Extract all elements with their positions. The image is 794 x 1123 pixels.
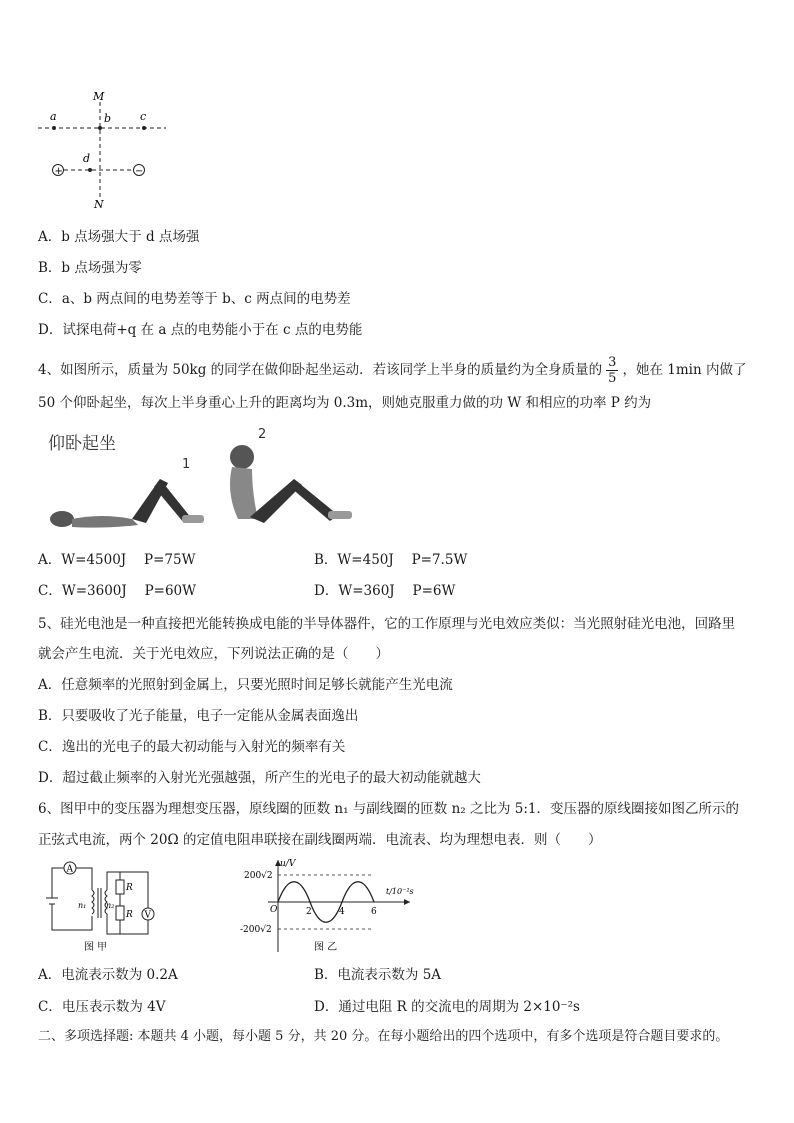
y-axis-label: u/V [280,859,296,869]
q6-stem-line1: 6、图甲中的变压器为理想变压器，原线圈的匝数 n₁ 与副线圈的匝数 n₂ 之比为 5:1．变压器的原线圈接如图乙所示的 [38,801,739,817]
q4-option-b: B．W=450J P=7.5W [314,552,468,568]
q4-option-c: C．W=3600J P=60W [38,583,197,599]
label-b: b [104,112,112,125]
svg-text:R: R [126,910,133,920]
tick-4: 4 [339,907,345,917]
tick-2: 2 [306,907,312,917]
fig-a-label: 图 甲 [84,942,108,953]
origin-label: O [270,905,278,915]
label-M: M [93,90,105,103]
fig-b-label: 图 乙 [314,942,338,953]
ammeter-icon: A [66,864,73,875]
label-a: a [50,110,57,123]
voltmeter-icon: V [144,910,151,921]
q3-option-d: D．试探电荷+q 在 a 点的电势能小于在 c 点的电势能 [38,322,363,338]
q4-option-d: D．W=360J P=6W [314,583,456,599]
q5-option-b: B．只要吸收了光子能量，电子一定能从金属表面逸出 [38,708,359,724]
y-neg-label: -200√2 [240,925,272,935]
q4-stem-line2: 50 个仰卧起坐，每次上半身重心上升的距离均为 0.3m，则她克服重力做的功 W 和相应的功率 P 约为 [38,395,652,411]
field-figure [38,88,168,208]
q3-option-a: A．b 点场强大于 d 点场强 [38,229,200,245]
fraction [606,355,618,386]
q4-stem-tail: ，她在 1min 内做了 [622,362,747,378]
q6-option-a: A．电流表示数为 0.2A [38,967,178,983]
situp-title: 仰卧起坐 [48,434,116,454]
fraction-numerator: 3 [608,355,617,370]
q6-stem-line2: 正弦式电流，两个 20Ω 的定值电阻串联接在副线圈两端．电流表、均为理想电表．则（ ） [38,832,602,848]
situp-label-2: 2 [258,427,267,442]
svg-text:n₂: n₂ [106,901,115,910]
svg-text:n₁: n₁ [78,901,87,910]
sine-figure [240,856,420,956]
section-2-heading: 二、多项选择题: 本题共 4 小题，每小题 5 分，共 20 分。在每小题给出的四个选项中，有多个选项是符合题目要求的。 [38,1029,729,1044]
plus-charge-sign: + [54,166,63,177]
situp-label-1: 1 [182,457,191,472]
q4-option-a: A．W=4500J P=75W [38,552,196,568]
q6-option-d: D．通过电阻 R 的交流电的周期为 2×10⁻²s [314,999,580,1015]
q5-option-d: D．超过截止频率的入射光光强越强，所产生的光电子的最大初动能就越大 [38,770,481,786]
label-N: N [94,198,104,208]
q5-option-a: A．任意频率的光照射到金属上，只要光照时间足够长就能产生光电流 [38,677,453,693]
minus-charge-sign: − [135,166,144,177]
q6-option-c: C．电压表示数为 4V [38,999,166,1015]
x-axis-label: t/10⁻²s [386,887,414,896]
q4-stem-line1 [38,355,746,386]
svg-text:R: R [126,883,133,893]
q3-option-b: B．b 点场强为零 [38,260,142,276]
q5-option-c: C．逸出的光电子的最大初动能与入射光的频率有关 [38,739,346,755]
tick-6: 6 [371,907,377,917]
situp-picture [42,427,362,537]
label-d: d [83,152,91,165]
fraction-denominator: 5 [608,371,617,386]
y-pos-label: 200√2 [244,871,273,881]
q3-option-c: C．a、b 两点间的电势差等于 b、c 两点间的电势差 [38,291,351,307]
q4-stem-text: 4、如图所示，质量为 50kg 的同学在做仰卧起坐运动．若该同学上半身的质量约为全身质量的 [38,362,603,378]
circuit-figure [40,860,170,955]
q6-option-b: B．电流表示数为 5A [314,967,442,983]
q5-stem-line2: 就会产生电流．关于光电效应，下列说法正确的是（ ） [38,646,389,662]
label-c: c [140,110,147,123]
q5-stem-line1: 5、硅光电池是一种直接把光能转换成电能的半导体器件，它的工作原理与光电效应类似：当光照射硅光电池，回路里 [38,616,736,632]
